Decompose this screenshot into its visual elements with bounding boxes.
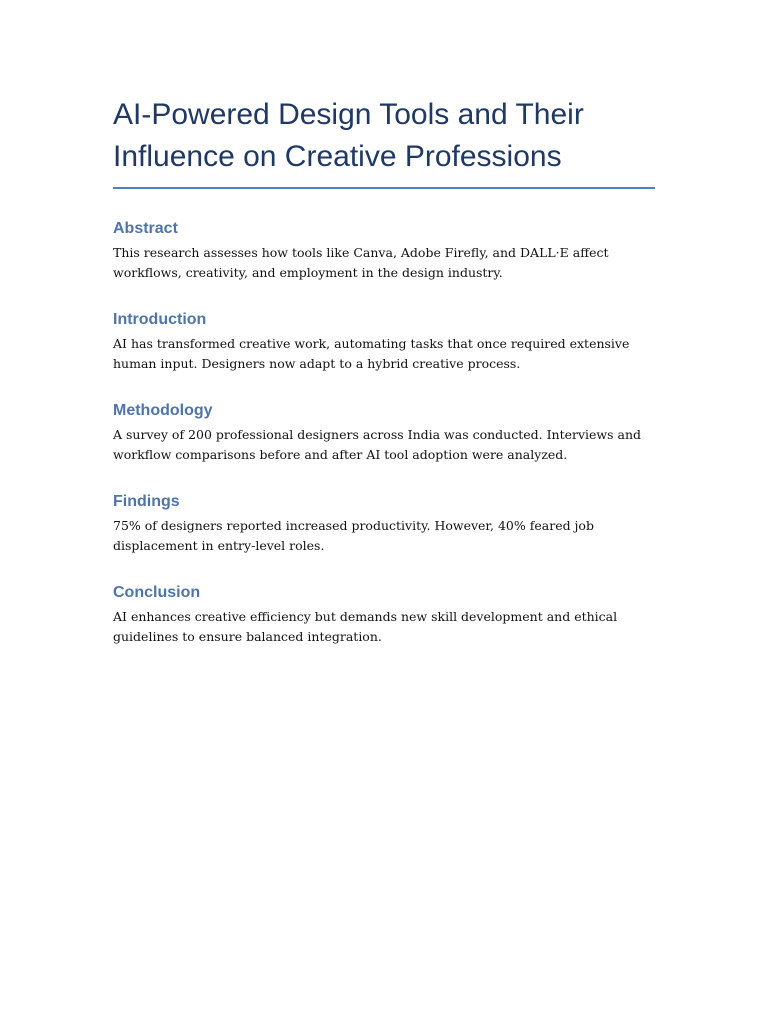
- section-body: AI enhances creative efficiency but demands new skill development and ethical guidelines to ensure balanced integration.: [113, 609, 618, 644]
- section-introduction: [113, 310, 655, 373]
- section-findings: [113, 492, 655, 555]
- section-body: AI has transformed creative work, automating tasks that once required extensive human input. Designers now adapt to a hybrid creative process.: [113, 336, 630, 371]
- section-abstract: [113, 219, 655, 282]
- section-methodology: [113, 401, 655, 464]
- section-heading: Abstract: [113, 220, 178, 237]
- section-conclusion: [113, 583, 655, 646]
- section-heading: Methodology: [113, 402, 213, 419]
- document-page: [113, 94, 655, 674]
- section-body: 75% of designers reported increased productivity. However, 40% feared job displacement in entry-level roles.: [113, 518, 594, 553]
- section-heading: Findings: [113, 493, 180, 510]
- document-title: AI-Powered Design Tools and Their Influence on Creative Professions: [113, 98, 584, 173]
- section-body: This research assesses how tools like Canva, Adobe Firefly, and DALL·E affect workflows, creativity, and employment in the design industry.: [113, 245, 609, 280]
- title-underline: [113, 187, 655, 189]
- section-body: A survey of 200 professional designers across India was conducted. Interviews and workflow comparisons before and after AI tool adoption were analyzed.: [113, 427, 642, 462]
- section-heading: Conclusion: [113, 584, 201, 601]
- section-heading: Introduction: [113, 311, 207, 328]
